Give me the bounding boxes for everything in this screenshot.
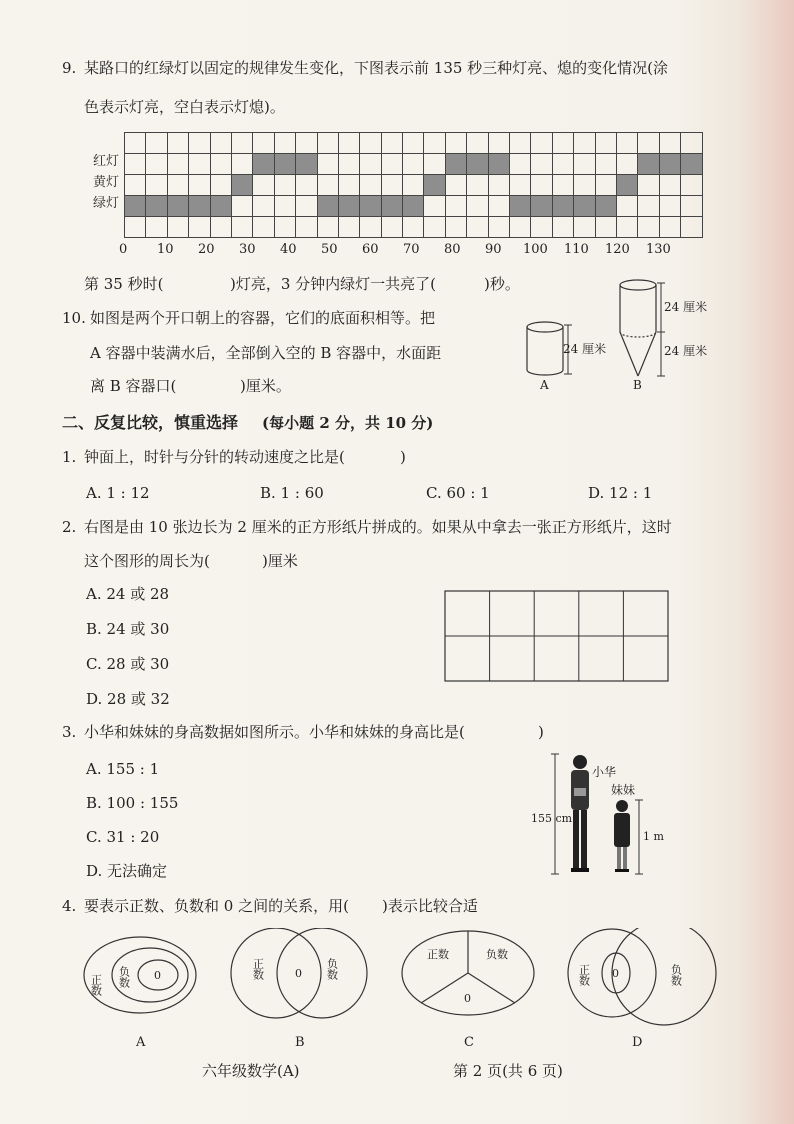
red-light-cell	[467, 154, 488, 175]
diagram-a[interactable]	[84, 937, 196, 1050]
q10-text-line3-end: )厘米。	[240, 377, 291, 395]
s3-number: 3.	[62, 723, 77, 741]
grid-cell	[210, 133, 231, 154]
s2-text-line2: 这个图形的周长为(	[84, 552, 210, 570]
container-a-label: A	[540, 378, 549, 392]
green-light-cell	[296, 196, 317, 217]
time-tick-label: 30	[239, 242, 256, 257]
grid-cell	[531, 217, 552, 238]
yellow-light-cell	[210, 175, 231, 196]
green-light-cell	[616, 196, 637, 217]
red-light-cell	[595, 154, 616, 175]
s4-number: 4.	[62, 897, 77, 915]
grid-cell	[317, 217, 338, 238]
q9-text-line1: 某路口的红绿灯以固定的规律发生变化，下图表示前 135 秒三种灯亮、熄的变化情况(涂	[84, 59, 669, 77]
grid-cell	[659, 217, 680, 238]
grid-cell	[274, 217, 295, 238]
grid-cell	[488, 217, 509, 238]
s1-stem-end: )	[400, 448, 406, 466]
yellow-light-cell	[338, 175, 359, 196]
s3-stem-end: )	[538, 723, 544, 741]
grid-cell	[638, 133, 659, 154]
red-light-cell	[146, 154, 167, 175]
grid-cell	[296, 133, 317, 154]
grid-cell	[424, 133, 445, 154]
grid-cell	[510, 133, 531, 154]
yellow-light-cell	[317, 175, 338, 196]
green-light-cell	[253, 196, 274, 217]
yellow-light-cell	[552, 175, 573, 196]
grid-cell	[424, 217, 445, 238]
time-tick-label: 100	[523, 242, 548, 257]
squares-figure	[444, 590, 670, 684]
dim-b-bottom-label: 24 厘米	[664, 344, 708, 358]
diagram-a-label: A	[136, 1035, 146, 1050]
time-tick-label: 70	[403, 242, 420, 257]
b-negative-label: 负数	[325, 958, 339, 980]
grid-cell	[403, 217, 424, 238]
grid-cell	[253, 133, 274, 154]
diagram-d-label: D	[632, 1035, 643, 1050]
grid-cell	[574, 217, 595, 238]
s3-option-c[interactable]: C. 31 : 20	[86, 828, 160, 846]
green-light-cell	[274, 196, 295, 217]
grid-cell	[146, 133, 167, 154]
red-light-cell	[638, 154, 659, 175]
s2-number: 2.	[62, 518, 77, 536]
yellow-light-cell	[638, 175, 659, 196]
red-light-cell	[616, 154, 637, 175]
red-light-cell	[403, 154, 424, 175]
q9-blank1-pre: 第 35 秒时(	[84, 275, 164, 293]
q9-blank2-post: )秒。	[484, 275, 520, 293]
green-light-cell	[231, 196, 252, 217]
grid-cell	[616, 217, 637, 238]
grid-cell	[638, 217, 659, 238]
yellow-light-cell	[274, 175, 295, 196]
red-light-cell	[681, 154, 702, 175]
s2-text-line2-end: )厘米	[262, 552, 298, 570]
red-light-cell	[424, 154, 445, 175]
time-tick-label: 0	[119, 242, 128, 257]
green-light-cell	[595, 196, 616, 217]
green-light-cell	[125, 196, 146, 217]
grid-cell	[338, 133, 359, 154]
section2-title: 二、反复比较，慎重选择	[62, 413, 239, 432]
grid-cell	[167, 133, 188, 154]
yellow-light-cell	[616, 175, 637, 196]
yellow-light-cell	[381, 175, 402, 196]
yellow-light-cell	[360, 175, 381, 196]
grid-cell	[595, 217, 616, 238]
green-light-cell	[360, 196, 381, 217]
time-tick-label: 110	[564, 242, 589, 257]
time-tick-label: 20	[198, 242, 215, 257]
q10-number: 10.	[62, 309, 86, 327]
grid-cell	[360, 217, 381, 238]
grid-cell	[552, 133, 573, 154]
q10-text-line3: 离 B 容器口(	[90, 377, 177, 395]
s1-option-d[interactable]: D. 12 : 1	[588, 484, 653, 502]
red-light-cell	[231, 154, 252, 175]
s1-option-b[interactable]: B. 1 : 60	[260, 484, 324, 502]
s2-option-d[interactable]: D. 28 或 32	[86, 690, 170, 708]
yellow-light-cell	[125, 175, 146, 196]
grid-cell	[125, 133, 146, 154]
c-zero-label: 0	[464, 992, 471, 1005]
yellow-light-cell	[424, 175, 445, 196]
q9-text-line2: 色表示灯亮，空白表示灯熄)。	[84, 98, 285, 116]
red-light-cell	[659, 154, 680, 175]
s3-option-b[interactable]: B. 100 : 155	[86, 794, 179, 812]
s3-option-d[interactable]: D. 无法确定	[86, 862, 168, 880]
d-positive-label: 正数	[577, 964, 591, 986]
yellow-light-cell	[189, 175, 210, 196]
a-positive-label: 正数	[89, 974, 103, 996]
venn-diagrams	[80, 928, 720, 1056]
green-light-cell	[659, 196, 680, 217]
red-light-cell	[338, 154, 359, 175]
time-tick-label: 60	[362, 242, 379, 257]
s1-stem: 钟面上，时针与分针的转动速度之比是(	[84, 448, 345, 466]
c-negative-label: 负数	[486, 948, 508, 961]
yellow-light-cell	[488, 175, 509, 196]
s2-option-b[interactable]: B. 24 或 30	[86, 620, 170, 638]
yellow-light-cell	[510, 175, 531, 196]
container-b-label: B	[633, 378, 642, 392]
diagram-d[interactable]	[568, 928, 716, 1050]
grid-cell	[210, 217, 231, 238]
s2-text-line1: 右图是由 10 张边长为 2 厘米的正方形纸片拼成的。如果从中拿去一张正方形纸片，这时	[84, 518, 672, 536]
yellow-light-cell	[659, 175, 680, 196]
grid-cell	[681, 133, 702, 154]
yellow-light-cell	[403, 175, 424, 196]
s4-stem: 要表示正数、负数和 0 之间的关系，用(	[84, 897, 349, 915]
red-light-cell	[381, 154, 402, 175]
red-light-cell	[189, 154, 210, 175]
grid-cell	[189, 133, 210, 154]
a-negative-label: 负数	[117, 966, 131, 988]
red-light-cell	[552, 154, 573, 175]
grid-cell	[381, 133, 402, 154]
grid-cell	[681, 217, 702, 238]
row-label-red: 红灯	[93, 154, 120, 169]
dim-b-top-label: 24 厘米	[664, 300, 708, 314]
brother-figure	[571, 755, 589, 872]
yellow-light-cell	[167, 175, 188, 196]
green-light-cell	[681, 196, 702, 217]
grid-cell	[445, 217, 466, 238]
red-light-cell	[317, 154, 338, 175]
grid-cell	[659, 133, 680, 154]
grid-cell	[360, 133, 381, 154]
footer-subject: 六年级数学(A)	[202, 1062, 300, 1080]
grid-cell	[274, 133, 295, 154]
d-zero-label: 0	[612, 967, 619, 980]
diagram-c[interactable]	[402, 931, 534, 1050]
q10-text-line1: 如图是两个开口朝上的容器，它们的底面积相等。把	[90, 309, 436, 327]
grid-cell	[317, 133, 338, 154]
yellow-light-cell	[146, 175, 167, 196]
green-light-cell	[381, 196, 402, 217]
grid-cell	[253, 217, 274, 238]
grid-cell	[510, 217, 531, 238]
grid-cell	[467, 133, 488, 154]
red-light-cell	[125, 154, 146, 175]
grid-cell	[231, 133, 252, 154]
red-light-cell	[167, 154, 188, 175]
row-label-green: 绿灯	[93, 196, 120, 211]
green-light-cell	[167, 196, 188, 217]
time-tick-label: 120	[605, 242, 630, 257]
yellow-light-cell	[253, 175, 274, 196]
yellow-light-cell	[467, 175, 488, 196]
green-light-cell	[638, 196, 659, 217]
grid-cell	[467, 217, 488, 238]
time-tick-label: 50	[321, 242, 338, 257]
red-light-cell	[574, 154, 595, 175]
grid-cell	[296, 217, 317, 238]
brother-height-label: 155 cm	[531, 812, 573, 825]
grid-cell	[488, 133, 509, 154]
traffic-light-grid	[124, 132, 703, 238]
grid-cell	[146, 217, 167, 238]
green-light-cell	[467, 196, 488, 217]
a-zero-label: 0	[154, 969, 161, 982]
red-light-cell	[445, 154, 466, 175]
s4-stem-end: )表示比较合适	[382, 897, 478, 915]
brother-label: 小华	[592, 765, 617, 779]
footer-page-number: 第 2 页(共 6 页)	[453, 1062, 563, 1080]
yellow-light-cell	[231, 175, 252, 196]
section2-note: (每小题 2 分，共 10 分)	[262, 414, 434, 432]
green-light-cell	[210, 196, 231, 217]
green-light-cell	[403, 196, 424, 217]
grid-cell	[616, 133, 637, 154]
yellow-light-cell	[574, 175, 595, 196]
green-light-cell	[488, 196, 509, 217]
grid-cell	[445, 133, 466, 154]
grid-cell	[125, 217, 146, 238]
red-light-cell	[296, 154, 317, 175]
green-light-cell	[146, 196, 167, 217]
time-tick-label: 130	[646, 242, 671, 257]
diagram-b-label: B	[295, 1035, 305, 1050]
sister-height-label: 1 m	[643, 830, 664, 843]
time-tick-label: 40	[280, 242, 297, 257]
q9-number: 9.	[62, 59, 77, 77]
dim-a-label: 24 厘米	[563, 342, 607, 356]
height-figure	[525, 748, 665, 880]
s3-option-a[interactable]: A. 155 : 1	[86, 760, 160, 778]
grid-cell	[189, 217, 210, 238]
grid-cell	[167, 217, 188, 238]
q10-text-line2: A 容器中装满水后，全部倒入空的 B 容器中，水面距	[90, 344, 442, 362]
containers-figure	[518, 275, 718, 400]
s2-option-a[interactable]: A. 24 或 28	[86, 585, 170, 603]
grid-cell	[403, 133, 424, 154]
red-light-cell	[253, 154, 274, 175]
grid-cell	[381, 217, 402, 238]
time-tick-label: 80	[444, 242, 461, 257]
d-negative-label: 负数	[669, 964, 683, 986]
red-light-cell	[210, 154, 231, 175]
b-zero-label: 0	[295, 967, 302, 980]
grid-cell	[531, 133, 552, 154]
b-positive-label: 正数	[251, 958, 265, 980]
grid-cell	[231, 217, 252, 238]
green-light-cell	[531, 196, 552, 217]
green-light-cell	[510, 196, 531, 217]
s2-option-c[interactable]: C. 28 或 30	[86, 655, 170, 673]
s1-option-a[interactable]: A. 1 : 12	[86, 484, 150, 502]
green-light-cell	[317, 196, 338, 217]
green-light-cell	[552, 196, 573, 217]
diagram-c-label: C	[464, 1035, 474, 1050]
yellow-light-cell	[681, 175, 702, 196]
s3-stem: 小华和妹妹的身高数据如图所示。小华和妹妹的身高比是(	[84, 723, 465, 741]
green-light-cell	[189, 196, 210, 217]
q9-blank1-post: )灯亮，3 分钟内绿灯一共亮了(	[230, 275, 437, 293]
red-light-cell	[274, 154, 295, 175]
yellow-light-cell	[445, 175, 466, 196]
row-label-yellow: 黄灯	[93, 175, 120, 190]
sister-figure	[614, 800, 630, 872]
s1-option-c[interactable]: C. 60 : 1	[426, 484, 490, 502]
s1-number: 1.	[62, 448, 77, 466]
sister-label: 妹妹	[611, 783, 636, 797]
yellow-light-cell	[296, 175, 317, 196]
grid-cell	[552, 217, 573, 238]
yellow-light-cell	[531, 175, 552, 196]
time-tick-label: 90	[485, 242, 502, 257]
diagram-b[interactable]	[231, 928, 367, 1050]
grid-cell	[574, 133, 595, 154]
green-light-cell	[338, 196, 359, 217]
yellow-light-cell	[595, 175, 616, 196]
green-light-cell	[445, 196, 466, 217]
red-light-cell	[488, 154, 509, 175]
red-light-cell	[510, 154, 531, 175]
red-light-cell	[360, 154, 381, 175]
green-light-cell	[574, 196, 595, 217]
time-tick-label: 10	[157, 242, 174, 257]
grid-cell	[595, 133, 616, 154]
grid-cell	[338, 217, 359, 238]
c-positive-label: 正数	[427, 948, 449, 961]
green-light-cell	[424, 196, 445, 217]
red-light-cell	[531, 154, 552, 175]
